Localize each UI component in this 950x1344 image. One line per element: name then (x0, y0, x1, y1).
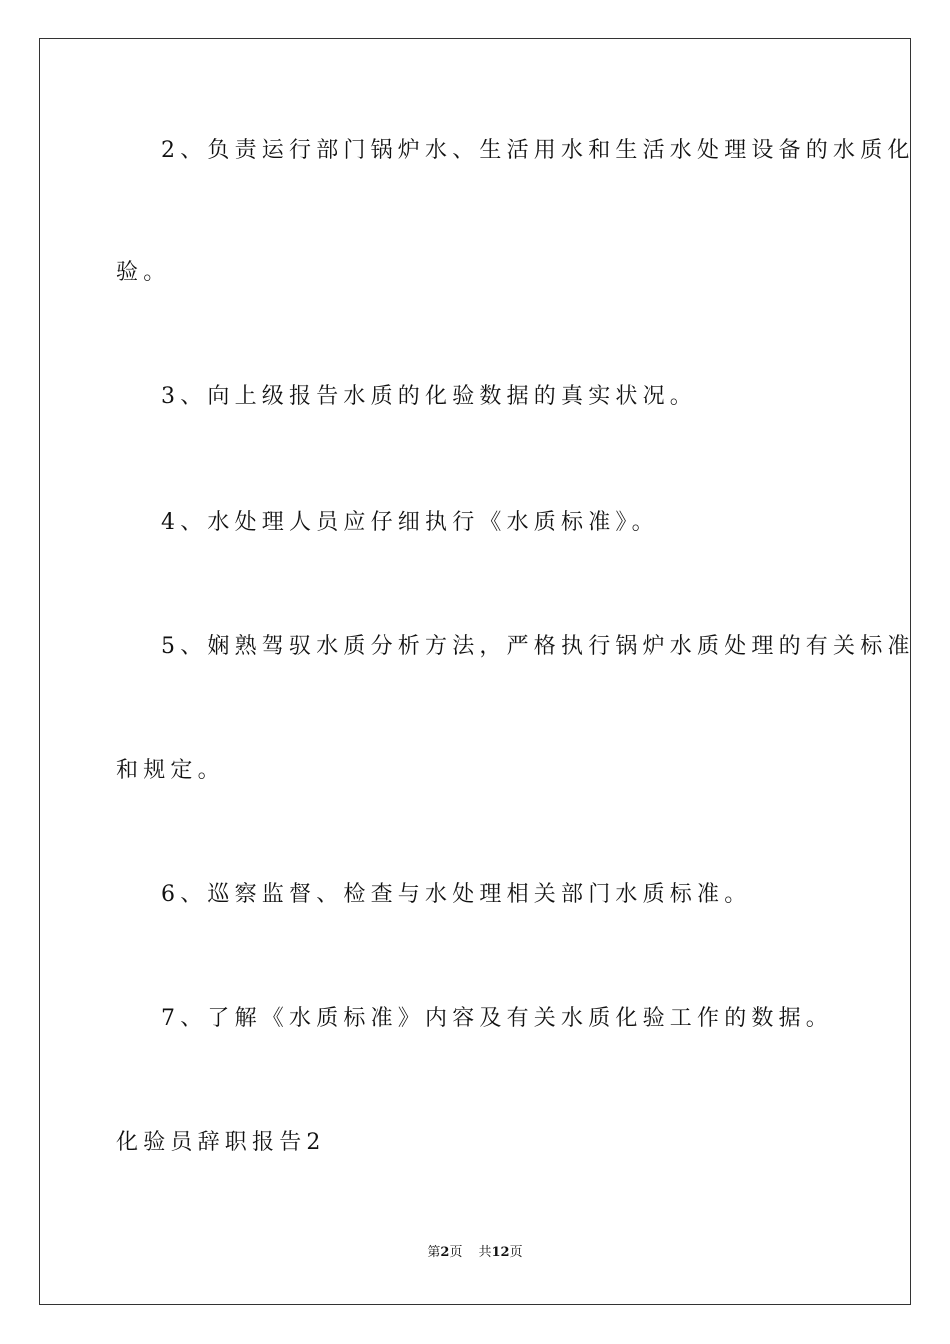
paragraph-item-3: 3、向上级报告水质的化验数据的真实状况。 (161, 384, 697, 409)
page-footer (0, 1244, 950, 1262)
footer-page-suffix: 页 (449, 1245, 463, 1260)
section-heading: 化验员辞职报告2 (116, 1130, 326, 1155)
footer-page-prefix: 第 (427, 1245, 441, 1260)
paragraph-item-7: 7、了解《水质标准》内容及有关水质化验工作的数据。 (161, 1006, 833, 1031)
paragraph-item-2-line-1: 2、负责运行部门锅炉水、生活用水和生活水处理设备的水质化 (161, 138, 915, 163)
paragraph-item-5-line-1: 5、娴熟驾驭水质分析方法，严格执行锅炉水质处理的有关标准 (161, 634, 915, 659)
paragraph-item-4: 4、水处理人员应仔细执行《水质标准》。 (161, 510, 659, 535)
paragraph-item-5-line-2: 和规定。 (116, 758, 225, 783)
footer-total-prefix: 共 (478, 1245, 492, 1260)
footer-total-suffix: 页 (509, 1245, 523, 1260)
paragraph-item-2-line-2: 验。 (116, 260, 171, 285)
footer-total-number: 12 (491, 1245, 510, 1260)
page-frame (39, 38, 911, 1305)
paragraph-item-6: 6、巡察监督、检查与水处理相关部门水质标准。 (161, 882, 752, 907)
footer-page-number: 2 (440, 1245, 450, 1260)
